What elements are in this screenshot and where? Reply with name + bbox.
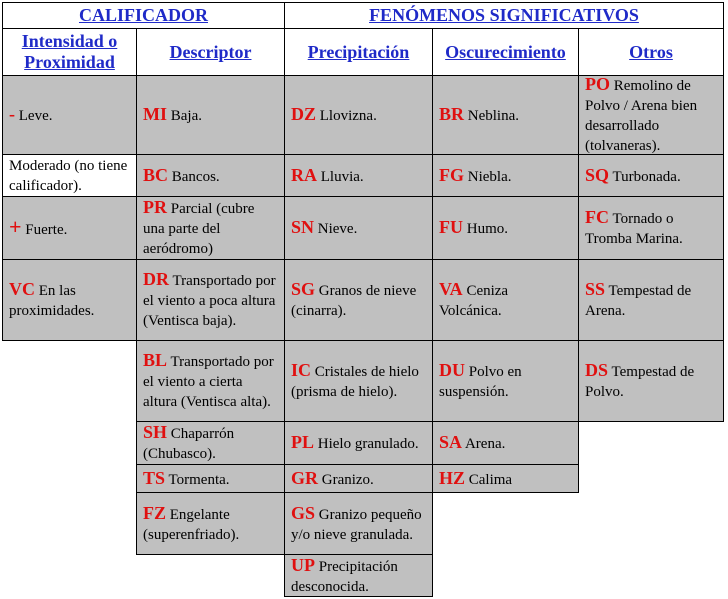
code-label: GR [291, 467, 318, 488]
code-description: Transportado por el viento a poca altura (Ventisca baja). [143, 273, 276, 329]
descriptor-row [136, 464, 285, 493]
header-calificador: CALIFICADOR [2, 2, 285, 29]
oscurecimiento-row [432, 154, 579, 197]
precipitacion-row [284, 75, 433, 155]
code-label: RA [291, 164, 317, 185]
col-header-otros: Otros [578, 28, 724, 76]
intensidad-row [2, 154, 137, 197]
code-description: Neblina. [467, 108, 519, 124]
code-description: Transportado por el viento a cierta altura (Ventisca alta). [143, 354, 274, 410]
code-description: Turbonada. [612, 168, 681, 185]
precipitacion-row [284, 196, 433, 260]
code-label: VC [9, 279, 35, 299]
oscurecimiento-row [432, 421, 579, 465]
code-description: Nieve. [317, 221, 358, 237]
precipitacion-row [284, 340, 433, 422]
code-description: Tornado o Tromba Marina. [585, 211, 683, 247]
col-header-intensidad: Intensidad o Proximidad [2, 28, 137, 76]
intensidad-row [2, 259, 137, 341]
code-label: VA [439, 279, 463, 299]
code-description: Tormenta. [168, 471, 230, 488]
descriptor-row [136, 196, 285, 260]
code-description: Granizo. [321, 471, 374, 488]
code-description: Llovizna. [319, 108, 377, 124]
code-label: SN [291, 217, 315, 237]
code-description: Moderado (no tiene calificador). [9, 157, 128, 194]
code-label: - [9, 104, 15, 124]
code-description: Ceniza Volcánica. [439, 283, 509, 319]
code-label: UP [291, 554, 315, 575]
code-description: Arena. [464, 436, 506, 452]
otros-row [578, 340, 724, 422]
oscurecimiento-row [432, 259, 579, 341]
code-description: Hielo granulado. [317, 436, 419, 452]
col-header-descriptor: Descriptor [136, 28, 285, 76]
code-label: MI [143, 104, 167, 124]
code-label: BR [439, 104, 465, 124]
intensidad-row [2, 196, 137, 260]
code-label: BC [143, 164, 169, 185]
oscurecimiento-row [432, 464, 579, 493]
intensidad-row [2, 75, 137, 155]
col-header-precipitacion: Precipitación [284, 28, 433, 76]
code-description: Lluvia. [320, 168, 364, 185]
code-label: PL [291, 432, 315, 452]
code-label: GS [291, 502, 316, 523]
precipitacion-row [284, 492, 433, 555]
code-label: + [9, 213, 22, 239]
descriptor-row [136, 259, 285, 341]
code-description: Granizo pequeño y/o nieve granulada. [291, 506, 422, 543]
precipitacion-row [284, 259, 433, 341]
code-label: DZ [291, 104, 317, 124]
code-label: BL [143, 350, 168, 370]
code-description: Polvo en suspensión. [439, 364, 522, 400]
code-description: En las proximidades. [9, 283, 95, 319]
code-label: FZ [143, 502, 167, 523]
descriptor-row [136, 492, 285, 555]
otros-row [578, 259, 724, 341]
otros-row [578, 75, 724, 155]
code-label: SS [585, 279, 606, 299]
code-label: TS [143, 467, 166, 488]
code-description: Parcial (cubre una parte del aeródromo) [143, 201, 255, 257]
code-description: Engelante (superenfriado). [143, 506, 240, 543]
col-header-oscurecimiento: Oscurecimiento [432, 28, 579, 76]
code-description: Chaparrón (Chubasco). [143, 426, 235, 462]
code-label: IC [291, 360, 312, 380]
code-label: PO [585, 74, 610, 94]
code-label: HZ [439, 467, 466, 488]
codes-table [2, 2, 724, 597]
otros-row [578, 154, 724, 197]
descriptor-row [136, 340, 285, 422]
code-description: Bancos. [171, 168, 220, 185]
code-label: PR [143, 197, 167, 217]
code-label: SQ [585, 164, 610, 185]
code-description: Cristales de hielo (prisma de hielo). [291, 364, 419, 400]
oscurecimiento-row [432, 340, 579, 422]
code-description: Precipitación desconocida. [291, 558, 398, 595]
code-description: Fuerte. [25, 221, 68, 238]
code-description: Baja. [170, 108, 202, 124]
precipitacion-row [284, 554, 433, 597]
descriptor-row [136, 421, 285, 465]
code-label: SH [143, 422, 168, 442]
code-label: FU [439, 217, 463, 237]
code-label: SG [291, 279, 316, 299]
code-description: Leve. [18, 108, 53, 124]
oscurecimiento-row [432, 196, 579, 260]
code-description: Calima [468, 471, 513, 488]
code-description: Humo. [466, 221, 508, 237]
precipitacion-row [284, 421, 433, 465]
code-label: DR [143, 269, 169, 289]
code-description: Remolino de Polvo / Arena bien desarrollado (tolvaneras). [585, 78, 698, 154]
header-fenomenos: FENÓMENOS SIGNIFICATIVOS [284, 2, 724, 29]
code-label: SA [439, 432, 463, 452]
code-description: Niebla. [467, 168, 512, 185]
code-label: FC [585, 207, 609, 227]
oscurecimiento-row [432, 75, 579, 155]
code-description: Tempestad de Arena. [585, 283, 692, 319]
code-description: Tempestad de Polvo. [585, 364, 695, 400]
otros-row [578, 196, 724, 260]
code-description: Granos de nieve (cinarra). [291, 283, 417, 319]
precipitacion-row [284, 154, 433, 197]
descriptor-row [136, 75, 285, 155]
precipitacion-row [284, 464, 433, 493]
code-label: FG [439, 164, 464, 185]
code-label: DS [585, 360, 609, 380]
code-label: DU [439, 360, 465, 380]
descriptor-row [136, 154, 285, 197]
